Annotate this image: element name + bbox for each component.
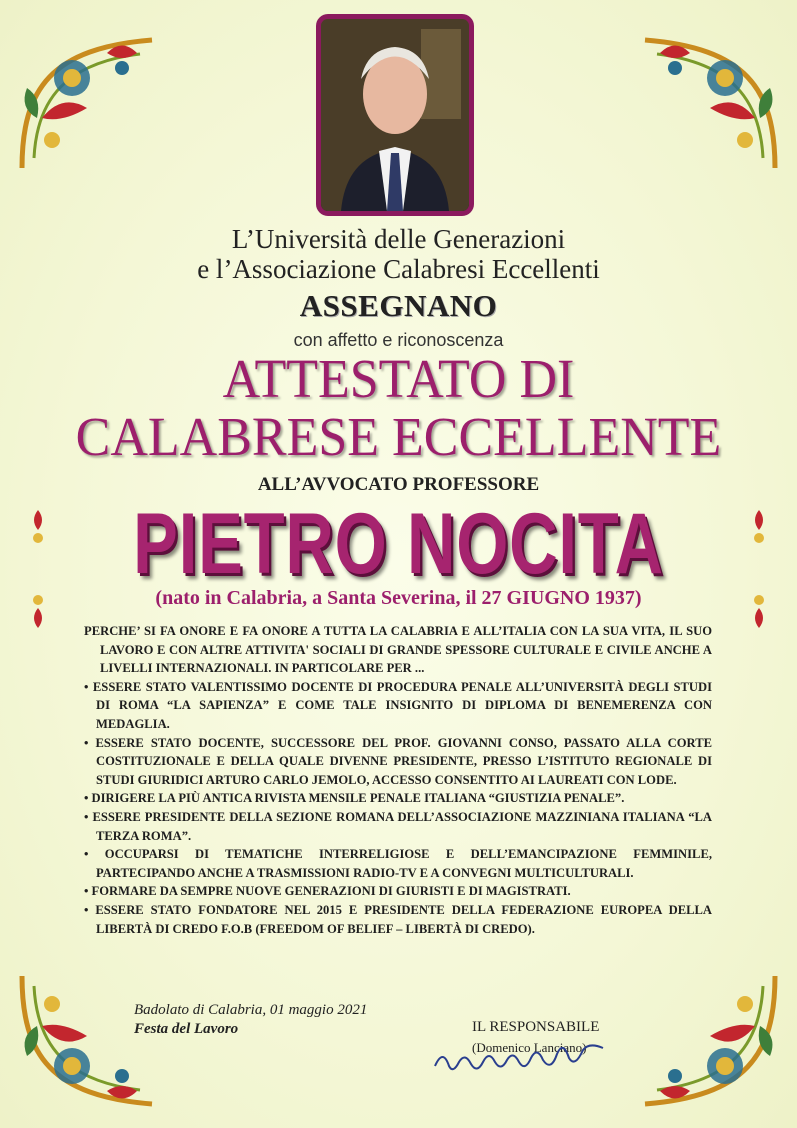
motivation-intro: PERCHE’ SI FA ONORE E FA ONORE A TUTTA LA CALABRIA E ALL’ITALIA CON LA SUA VITA, IL SUO LAVORO E CON ALTRE ATTIVITA' SOCIALI DI GRANDE SPESSORE CULTURALE E CIVILE ANCHE A LIVELLI INTERNAZIONALI. IN PARTICOLARE PER ... [84, 624, 712, 676]
intro-line-2: e l’Associazione Calabresi Eccellenti [197, 254, 600, 284]
motivation-item: • DIRIGERE LA PIÙ ANTICA RIVISTA MENSILE PENALE ITALIANA “GIUSTIZIA PENALE”. [84, 791, 625, 806]
responsabile-label: IL RESPONSABILE [472, 1019, 600, 1035]
intro-line-1: L’Università delle Generazioni [231, 224, 566, 254]
signature [430, 1038, 630, 1078]
title-line-1: ATTESTATO DI [222, 349, 575, 410]
side-ornament-right-upper [747, 508, 771, 548]
corner-ornament-bottom-left [12, 966, 162, 1116]
motivation-item: • FORMARE DA SEMPRE NUOVE GENERAZIONI DI GIURISTI E DI MAGISTRATI. [84, 884, 571, 899]
motivation-text [84, 622, 712, 938]
motivation-item: • ESSERE PRESIDENTE DELLA SEZIONE ROMANA DELL’ASSOCIAZIONE MAZZINIANA ITALIANA “LA TERZA ROMA”. [84, 809, 712, 843]
motivation-item: • ESSERE STATO DOCENTE, SUCCESSORE DEL PROF. GIOVANNI CONSO, PASSATO ALLA CORTE COSTITUZIONALE E DELLA QUALE DIVENNE PRESIDENTE, PRESSO L’ISTITUTO REGIONALE DI STUDI GIURIDICI ARTURO CARLO JEMOLO, ACCESSO CONSENTITO AI LAUREATI CON LODE. [84, 735, 712, 787]
affetto-subtitle: con affetto e riconoscenza [293, 330, 504, 350]
motivation-item: • OCCUPARSI DI TEMATICHE INTERRELIGIOSE E DELL’EMANCIPAZIONE FEMMINILE, PARTECIPANDO ANCHE A TRASMISSIONI RADIO-TV E A CONVEGNI MULTICULTURALI. [84, 847, 712, 880]
side-ornament-left-upper [26, 508, 50, 548]
assegnano-heading: ASSEGNANO [299, 288, 498, 323]
responsabile-name: (Domenico Lanciano) [472, 1040, 587, 1055]
recipient-prefix: ALL’AVVOCATO PROFESSORE [257, 474, 540, 495]
festa-del-lavoro: Festa del Lavoro [134, 1021, 239, 1037]
place-date: Badolato di Calabria, 01 maggio 2021 [134, 1002, 368, 1018]
corner-ornament-top-left [12, 28, 162, 178]
portrait-photo [316, 14, 474, 216]
recipient-birth: (nato in Calabria, a Santa Severina, il 27 GIUGNO 1937) [155, 587, 642, 609]
motivation-item: • ESSERE STATO FONDATORE NEL 2015 E PRESIDENTE DELLA FEDERAZIONE EUROPEA DELLA LIBERTÀ DI CREDO F.O.B (FREEDOM OF BELIEF – LIBERTÀ DI CREDO). [84, 902, 712, 936]
motivation-item: • ESSERE STATO VALENTISSIMO DOCENTE DI PROCEDURA PENALE ALL’UNIVERSITÀ DEGLI STUDI DI ROMA “LA SAPIENZA” E COME TALE INSIGNITO DI DIPLOMA DI BENEMERENZA CON MEDAGLIA. [84, 679, 712, 731]
corner-ornament-bottom-right [635, 966, 785, 1116]
corner-ornament-top-right [635, 28, 785, 178]
recipient-name: PIETRO NOCITA [133, 496, 664, 592]
title-line-2: CALABRESE ECCELLENTE [75, 407, 722, 468]
